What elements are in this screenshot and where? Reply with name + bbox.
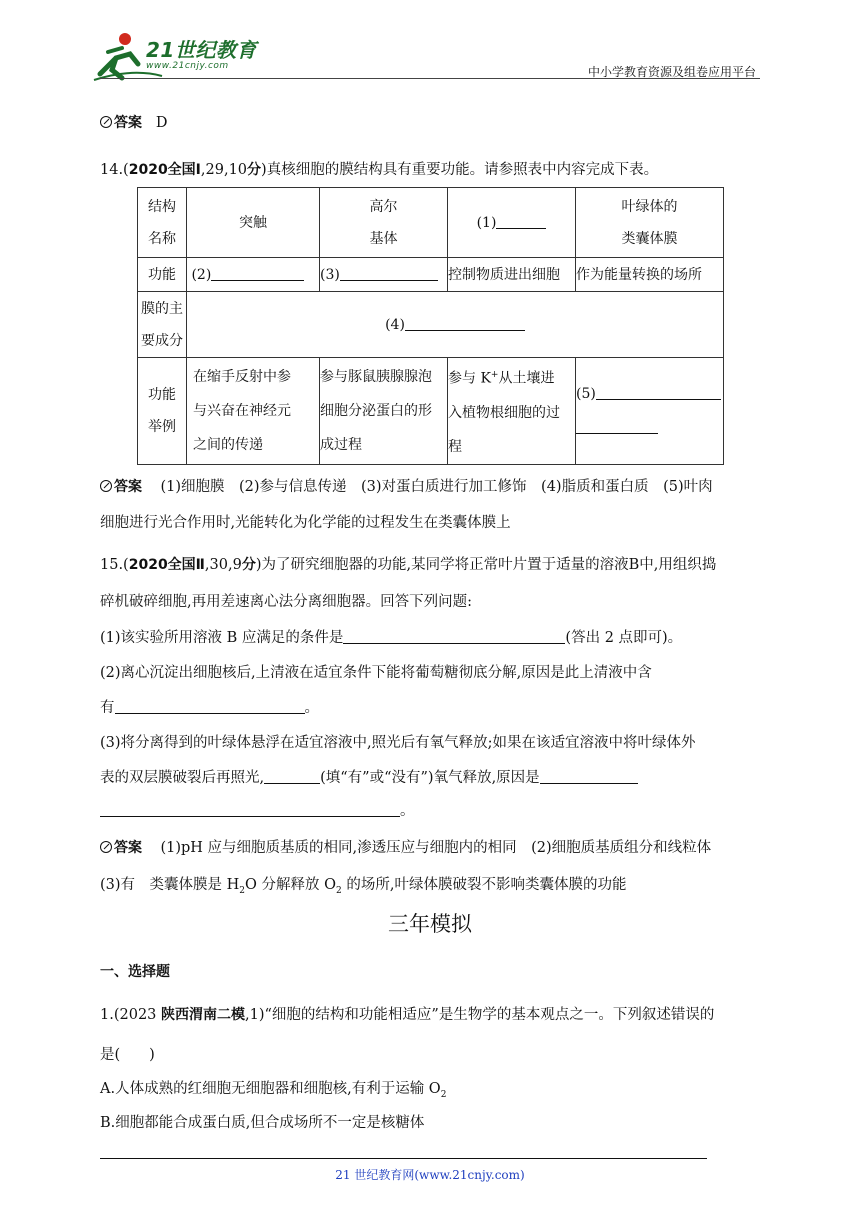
answer-label: 答案	[114, 115, 142, 131]
cell-example-golgi: 参与豚鼠胰腺腺泡 细胞分泌蛋白的形 成过程	[320, 358, 448, 465]
answer-check-icon	[100, 480, 112, 492]
q15-part3-l1: (3)将分离得到的叶绿体悬浮在适宜溶液中,照光后有氧气释放;如果在该适宜溶液中将叶绿体外	[100, 735, 696, 751]
header-divider	[100, 78, 760, 79]
cell-blank-3: (3)	[320, 258, 448, 292]
q15-part3-l2: 表的双层膜破裂后再照光, (填“有”或“没有”)氧气释放,原因是	[100, 766, 638, 787]
q14-stem	[100, 158, 658, 179]
cell-blank-4: (4)	[187, 292, 724, 358]
footer-divider	[100, 1158, 707, 1159]
question-tail: ,30,9	[204, 557, 242, 573]
cell-example-synapse: 在缩手反射中参 与兴奋在神经元 之间的传递	[187, 358, 320, 465]
cell-golgi: 高尔 基体	[320, 188, 448, 258]
q15-part3-l3: 。	[100, 799, 415, 820]
cell-blank-5: (5)	[576, 358, 724, 465]
row-head-structure: 结构 名称	[138, 188, 187, 258]
q15-stem-l2: 碎机破碎细胞,再用差速离心法分离细胞器。回答下列问题:	[100, 594, 472, 610]
q13-answer	[100, 112, 167, 132]
logo-url: www.21cnjy.com	[146, 61, 229, 71]
q14-answer-l1	[100, 475, 713, 496]
subsection-title: 一、选择题	[100, 964, 170, 980]
question-number: 15.(	[100, 557, 129, 573]
question-stem: ,1)“细胞的结构和功能相适应”是生物学的基本观点之一。下列叙述错误的	[245, 1007, 715, 1023]
question-source: 2020全国Ⅰ	[128, 162, 201, 178]
header-platform-text: 中小学教育资源及组卷应用平台	[587, 65, 756, 79]
q15-answer-l2: (3)有 类囊体膜是 $H_2O$ 分解释放 $O_2$ 的场所,叶绿体膜破裂不影响类囊体膜的功能	[100, 877, 627, 896]
score-unit: 分	[241, 557, 256, 573]
footer-text: 21 世纪教育网(www.21cnjy.com)	[335, 1168, 525, 1182]
answer-label: 答案	[114, 840, 142, 856]
answer-text: (1)细胞膜 (2)参与信息传递 (3)对蛋白质进行加工修饰 (4)脂质和蛋白质 (5)叶肉	[160, 479, 713, 495]
q1-stem-l2: 是( )	[100, 1047, 155, 1063]
cell-synapse: 突触	[187, 188, 320, 258]
question-stem: )真核细胞的膜结构具有重要功能。请参照表中内容完成下表。	[261, 162, 659, 178]
membrane-table	[137, 187, 724, 465]
question-tail: ,29,10	[200, 162, 248, 178]
score-unit: 分	[247, 162, 262, 178]
section-title: 三年模拟	[388, 912, 472, 936]
cell-thylakoid: 叶绿体的 类囊体膜	[576, 188, 724, 258]
row-head-components: 膜的主 要成分	[138, 292, 187, 358]
q15-part2-l2: 有 。	[100, 700, 319, 716]
q15-stem	[100, 553, 716, 574]
answer-check-icon	[100, 116, 112, 128]
cell-control-transport: 控制物质进出细胞	[448, 258, 576, 292]
question-source: 陕西渭南二模	[161, 1007, 246, 1023]
q15-answer-l1	[100, 836, 711, 857]
question-number: 14.(	[100, 162, 129, 178]
q15-part2-l1: (2)离心沉淀出细胞核后,上清液在适宜条件下能将葡萄糖彻底分解,原因是此上清液中含	[100, 665, 652, 681]
cell-energy-conversion: 作为能量转换的场所	[576, 258, 724, 292]
q1-option-b: B.细胞都能合成蛋白质,但合成场所不一定是核糖体	[100, 1115, 425, 1131]
q1-stem	[100, 1003, 714, 1024]
cell-blank-1: (1)	[448, 188, 576, 258]
question-stem: )为了研究细胞器的功能,某同学将正常叶片置于适量的溶液B中,用组织捣	[255, 557, 717, 573]
q15-part1: (1)该实验所用溶液 B 应满足的条件是 (答出 2 点即可)。	[100, 630, 683, 646]
row-head-example: 功能 举例	[138, 358, 187, 465]
answer-label: 答案	[114, 479, 142, 495]
logo-text: 21世纪教育	[146, 38, 257, 62]
q14-answer-l2: 细胞进行光合作用时,光能转化为化学能的过程发生在类囊体膜上	[100, 515, 511, 531]
answer-value: D	[155, 115, 168, 131]
answer-check-icon	[100, 841, 112, 853]
row-head-function: 功能	[138, 258, 187, 292]
q1-option-a: A.人体成熟的红细胞无细胞器和细胞核,有利于运输 $O_2$	[100, 1081, 447, 1100]
answer-text: (1)pH 应与细胞质基质的相同,渗透压应与细胞内的相同 (2)细胞质基质组分和线粒体	[160, 840, 712, 856]
cell-example-membrane: 参与 K+从土壤进 入植物根细胞的过 程	[448, 358, 576, 465]
question-source: 2020全国Ⅱ	[128, 557, 205, 573]
cell-blank-2: (2)	[187, 258, 320, 292]
question-number: 1.(2023	[100, 1007, 162, 1023]
